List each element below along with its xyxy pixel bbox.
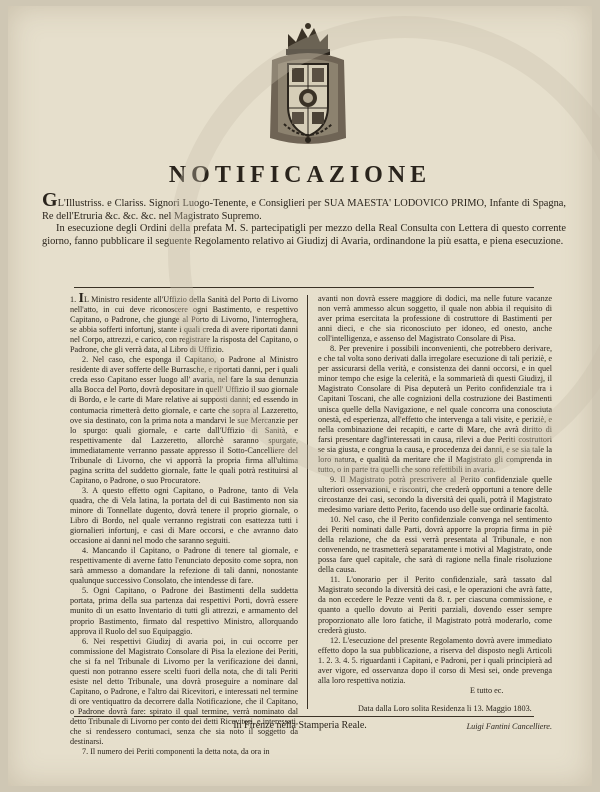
article-1-dropcap: I bbox=[78, 291, 84, 306]
article-paragraph: 12. L'esecuzione del presente Regolamento dovrà avere immediato effetto dopo la sua pubblicazione, a riserva del disposto negli Articoli 1. 2. 3. 4. 5. riguardanti i Capitani, e Padroni, per i quali principierà ad aver vigore, ed osservanza dopo il corso di Mesi sei, onde prevenga alla loro respettiva notizia. bbox=[318, 635, 552, 685]
article-paragraph: 2. Nel caso, che esponga il Capitano, o Padrone al Ministro residente di aver sofferte delle Burrasche, e riportati danni, per i quali creda esso Capitano esser luogo all' avaria, nel fare la sua denunzia alla Bocca del Porto, dovrà depositare in quell' Uffizio il suo giornale di Bordo, e le carte di Mare relative ai supposti danni; ed essendo in contumacia rimetterà detto giornale, e carte che sopra al Lazzeretto, ove sia destinato, con la prima nota a mandarvi le sue Mercanzie per lo spurgo: quali giornale, e carte dall'Uffizio di Sanità, e respettivamente dal Lazzeretto, allorchè saranno spurgate, immediatamente verranno passate appresso il Sotto-Cancelliere del Tribunale di Livorno, che vi apporrà la propria firma all'ultima pagina scritta del suddetto giornale, fatte le quali potrà restituirsi al Capitano, o Padrone, o suo Procuratore. bbox=[70, 355, 298, 485]
article-paragraph: avanti non dovrà essere maggiore di dodici, ma nelle future vacanze non verrà ammesso alcun soggetto, il quale non abbia il requisito di aver prima esercitata la professione di costruttore di Bastimenti per anni dieci, e che sia riconosciuto per idoneo, ed onesto, anche coll'intelligenza, e assenso del Magistrato Consolare di Pisa. bbox=[318, 294, 552, 344]
intro-paragraph-2: In esecuzione degli Ordini della prefata M. S. partecipatigli per mezzo della Real Consulta con Lettera di questo corrente giorno, fanno pubblicare il seguente Regolamento relativo ai Giudizj di Avaria, ordinandone la più esatta, e piena esecuzione. bbox=[42, 223, 566, 247]
intro-block bbox=[42, 189, 566, 248]
footer-rule bbox=[74, 716, 534, 717]
issue-date: Data dalla Loro solita Residenza li 13. Maggio 1803. bbox=[358, 703, 532, 713]
article-paragraph: 11. L'onorario per il Perito confidenziale, sarà tassato dal Magistrato secondo la diversità dei casi, e le operazioni che avrà fatte, da non eccedere le Pezze venti da 8. r. per ciascuna commissione, e quanto a quello dovuto ai Periti parziali, dovendo esser sempre proporzionato alle loro fatiche, il Magistrato potrà moderarlo, come crederà giusto. bbox=[318, 575, 552, 635]
royal-coat-of-arms bbox=[266, 20, 350, 150]
signature: Luigi Fantini Cancelliere. bbox=[466, 721, 552, 731]
intro-paragraph-1 bbox=[42, 189, 566, 223]
article-paragraph: 7. Il numero dei Periti componenti la detta nota, da ora in bbox=[82, 747, 270, 757]
article-paragraph: 3. A questo effetto ogni Capitano, o Padrone, tanto di Vela quadra, che di Vela latina, la portata del di cui Bastimento non sia minore di Tonnellate dugento, dovrà tenere il proprio giornale, o Libro di Bordo, nel quale verranno registrati con esattezza tutti i giornalieri infortunj, e casi di Mare occorsi, e che avranno dato occasione ai danni nel modo che saranno seguiti. bbox=[70, 485, 298, 546]
column-divider bbox=[307, 295, 308, 709]
article-1-number: 1. bbox=[70, 295, 77, 304]
intro-text-1: L'Illustriss. e Clariss. Signori Luogo-Tenente, e Consiglieri per SUA MAESTA' LODOVICO PRIMO, Infante di Spagna, Re dell'Etruria &c. &c. &c. nel Magistrato Supremo. bbox=[42, 198, 566, 222]
article-1-text: L Ministro residente all'Uffizio della Sanità del Porto di Livorno nell'atto, in cui deve riconoscere ogni Bastimento, e respettivo Capitano, o Padrone, che giunge al Porto di Livorno, l'interroghera, se abbia sofferti infortunj, stante i quali creda di avere riportati danni nel Corpo, attrezzi, e carico, con registrare la risposta del Capitano, o Padrone, che gli verrà data, al Libro di Uffizio. bbox=[70, 295, 299, 355]
article-paragraph: 6. Nei respettivi Giudizj di avaria poi, in cui occorre per commissione del Magistrato Consolare di Pisa la elezione dei Periti, che si fa nel Tribunale di Livorno per la verificazione dei danni, questi non potranno essere scelti fuori della nota, che di tali Periti esiste nel detto Tribunale, una dovrà proseguire a nominare dal Capitano, o Padrone, e l'altro dai Ricevitori, e interessati nel termine di ore ventiquattro da decorrere dalla Notificazione, che il Capitano, o Padrone dovrà fare: spirato il qual termine, verrà nominato dal detto Tribunale di Livorno per conto dei detti Ricevitori, e interessati, che si rendessero contumaci, senza che sia noto il soggetto da destinarsi. bbox=[70, 636, 298, 747]
article-paragraph: 4. Mancando il Capitano, o Padrone di tenere tal giornale, e respettivamente di averne fatto l'enunciato deposito come sopra, non sarà ammesso a domandare la refezione di tali danni, nonostante qualunque successivo Consolato, che intendesse di fare. bbox=[70, 546, 298, 586]
intro-dropcap: G bbox=[42, 189, 58, 211]
document-title: NOTIFICAZIONE bbox=[168, 162, 432, 188]
closing-formula: E tutto ec. bbox=[470, 685, 504, 695]
left-column bbox=[70, 291, 299, 757]
right-column bbox=[318, 294, 552, 732]
article-paragraph: 5. Ogni Capitano, o Padrone dei Bastimenti della suddetta portata, prima della sua partenza dai respettivi Porti, dovrà essere munito di un esatto Inventario di tutti gli attrezzi, e armamento del proprio Bastimento, firmato dal respettivo Ministro, allorquando approva il Ruolo del suo Equipaggio. bbox=[70, 586, 298, 636]
article-paragraph: 8. Per prevenire i possibili inconvenienti, che potrebbero derivare, e che tal volta sono derivati dalla irregolare esecuzione di tali periziè, e per assicurarsi della verità, e consistenza dei danni occorsi, e in quel minor tempo che esige la celerità, e la sommarietà di questi Giudizj, il Magistrato Consolare di Pisa deputerà un Perito confidenziale tra i Capitani Toscani, che alle cognizioni della costruzione dei Bastimenti unisca quelle della Navigazione, e nel quale concorra una conosciuta onestà, ed esperienza, all'effetto che intervenga a tali visite, e periziè, e nella combinazione dei recapiti, e carte di Mare, che avrà diritto di farsi presentare dagl'interessati in causa, rilevi a due Periti costruttori se sia giusta, e congrua la causa, e procedenza dei danni, e se sia tale la loro natura, e qualità da meritare che il Magistrato gli comprenda in tutto, o in parte tra quelli che sono refettibili in avaria. bbox=[318, 344, 552, 474]
article-1 bbox=[70, 291, 299, 355]
printer-imprint: In Firenze nella Stamperia Reale. bbox=[233, 720, 367, 731]
article-paragraph: 9. Il Magistrato potrà prescrivere al Perito confidenziale quelle ulteriori osservazioni, e riscontri, che crederà opportuni a tenore delle circostanze dei casi, secondo la diversità dei quali, potrà il Magistrato medesimo variare detto Perito, facendo uso delle sue ordinarie facoltà. bbox=[318, 474, 552, 514]
header-rule bbox=[74, 287, 534, 288]
article-paragraph: 10. Nel caso, che il Perito confidenziale convenga nel sentimento dei Periti nominati dalle Parti, dovrà apporre la propria firma in piè della relazione, che da essi verrà presentata al Tribunale, e non convenendo, ne trasmetterà separatamente i motivi al Magistrato, onde possa fare quel capitale, che sarà di ragione nella finale risoluzione della causa. bbox=[318, 515, 552, 575]
document-sheet bbox=[8, 6, 592, 786]
